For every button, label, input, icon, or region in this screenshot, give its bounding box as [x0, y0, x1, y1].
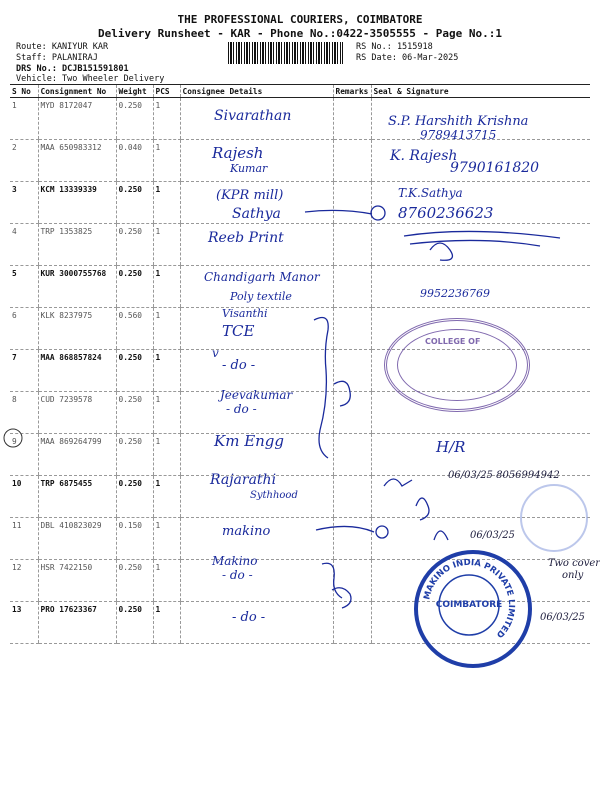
pieces: 1 — [153, 350, 180, 392]
consignee-handwriting: (KPR mill) — [216, 188, 284, 203]
serial-number: 10 — [10, 476, 38, 518]
weight: 0.250 — [116, 434, 153, 476]
column-header: S No — [10, 85, 38, 98]
pieces: 1 — [153, 476, 180, 518]
pieces: 1 — [153, 560, 180, 602]
column-header: Seal & Signature — [371, 85, 590, 98]
consignment-number: CUD 7239578 — [38, 392, 116, 434]
signature-handwriting: T.K.Sathya — [398, 186, 463, 200]
consignee-handwriting: Sivarathan — [214, 108, 292, 124]
signature-handwriting: 06/03/25 8056994942 — [448, 470, 560, 481]
consignee-handwriting: Km Engg — [214, 432, 285, 450]
pieces: 1 — [153, 224, 180, 266]
consignment-number: TRP 6875455 — [38, 476, 116, 518]
serial-number: 6 — [10, 308, 38, 350]
consignment-number: MYD 8172047 — [38, 98, 116, 140]
consignee-handwriting: Kumar — [230, 162, 268, 175]
serial-number: 8 — [10, 392, 38, 434]
consignee-handwriting: - do - — [222, 568, 253, 582]
svg-text:MAKINO INDIA PRIVATE LIMITED — [422, 558, 516, 640]
weight: 0.250 — [116, 392, 153, 434]
serial-number: 5 — [10, 266, 38, 308]
consignee-handwriting: makino — [222, 524, 271, 539]
consignment-number: TRP 1353825 — [38, 224, 116, 266]
pieces: 1 — [153, 602, 180, 644]
serial-number: 1 — [10, 98, 38, 140]
phone-handwriting: 8760236623 — [398, 204, 494, 222]
consignment-number: KLK 8237975 — [38, 308, 116, 350]
consignee-handwriting: Rajesh — [212, 144, 264, 162]
consignee-handwriting: - do - — [232, 610, 266, 625]
drs-number: DRS No.: DCJB151591801 — [16, 64, 129, 74]
serial-number: 7 — [10, 350, 38, 392]
rs-date: RS Date: 06-Mar-2025 — [356, 53, 459, 63]
weight: 0.250 — [116, 224, 153, 266]
consignee-handwriting: Chandigarh Manor — [204, 270, 320, 284]
phone-handwriting: 9790161820 — [450, 160, 540, 176]
stamp-ring-text: MAKINO INDIA PRIVATE LIMITED — [422, 557, 517, 640]
consignee-handwriting: Makino — [212, 554, 258, 568]
signature-handwriting: K. Rajesh — [390, 148, 458, 164]
rs-number: RS No.: 1515918 — [356, 42, 433, 52]
faint-stamp — [520, 484, 588, 552]
consignee-handwriting: Jeevakumar — [220, 388, 293, 402]
note-handwriting: Two cover — [548, 558, 600, 569]
consignee-handwriting: - do - — [222, 358, 256, 373]
pieces: 1 — [153, 182, 180, 224]
consignee-handwriting: Sathya — [232, 206, 281, 222]
runsheet-subtitle: Delivery Runsheet - KAR - Phone No.:0422-3505555 - Page No.:1 — [98, 27, 502, 40]
consignment-number: KCM 13339339 — [38, 182, 116, 224]
signature-handwriting: H/R — [436, 438, 466, 456]
pieces: 1 — [153, 266, 180, 308]
consignee-handwriting: Sythhood — [250, 490, 298, 501]
staff-label: Staff: PALANIRAJ — [16, 53, 98, 63]
consignee-handwriting: TCE — [222, 322, 255, 340]
consignee-handwriting: - do - — [226, 402, 257, 416]
consignment-number: KUR 3000755768 — [38, 266, 116, 308]
runsheet-title: THE PROFESSIONAL COURIERS, COIMBATORE — [177, 13, 423, 26]
phone-handwriting: 9952236769 — [420, 287, 490, 300]
weight: 0.150 — [116, 518, 153, 560]
serial-number: 11 — [10, 518, 38, 560]
signature-handwriting: 06/03/25 — [540, 612, 585, 623]
stamp-text: COLLEGE OF — [425, 337, 481, 346]
serial-number: 2 — [10, 140, 38, 182]
vehicle-label: Vehicle: Two Wheeler Delivery — [16, 74, 165, 84]
phone-handwriting: 9789413715 — [420, 128, 497, 142]
consignment-number: MAA 650983312 — [38, 140, 116, 182]
weight: 0.250 — [116, 98, 153, 140]
consignment-number: MAA 868857824 — [38, 350, 116, 392]
column-header: Consignment No — [38, 85, 116, 98]
weight: 0.250 — [116, 350, 153, 392]
column-header: Remarks — [333, 85, 371, 98]
weight: 0.250 — [116, 560, 153, 602]
signature-handwriting: 06/03/25 — [470, 530, 515, 541]
consignee-handwriting: v — [212, 346, 219, 360]
stamp-city: COIMBATORE — [435, 600, 503, 610]
pieces: 1 — [153, 518, 180, 560]
weight: 0.250 — [116, 476, 153, 518]
route-label: Route: KANIYUR KAR — [16, 42, 109, 52]
pieces: 1 — [153, 308, 180, 350]
pieces: 1 — [153, 98, 180, 140]
weight: 0.040 — [116, 140, 153, 182]
makino-stamp — [414, 550, 532, 668]
serial-number: 13 — [10, 602, 38, 644]
weight: 0.250 — [116, 266, 153, 308]
serial-number: 12 — [10, 560, 38, 602]
pieces: 1 — [153, 140, 180, 182]
consignment-number: HSR 7422150 — [38, 560, 116, 602]
consignee-handwriting: Poly textile — [230, 290, 292, 303]
serial-number: 4 — [10, 224, 38, 266]
column-header: PCS — [153, 85, 180, 98]
consignment-number: MAA 869264799 — [38, 434, 116, 476]
pieces: 1 — [153, 392, 180, 434]
weight: 0.560 — [116, 308, 153, 350]
consignee-handwriting: Visanthi — [222, 307, 268, 320]
college-stamp — [384, 318, 530, 412]
weight: 0.250 — [116, 182, 153, 224]
consignment-number: DBL 410823029 — [38, 518, 116, 560]
serial-number: 3 — [10, 182, 38, 224]
note-handwriting: only — [562, 570, 584, 581]
column-header: Consignee Details — [180, 85, 333, 98]
consignee-handwriting: Reeb Print — [208, 230, 284, 246]
weight: 0.250 — [116, 602, 153, 644]
consignment-number: PRO 17623367 — [38, 602, 116, 644]
column-header: Weight — [116, 85, 153, 98]
serial-number: 9 — [10, 434, 38, 476]
signature-handwriting: S.P. Harshith Krishna — [388, 114, 529, 129]
pieces: 1 — [153, 434, 180, 476]
consignee-handwriting: Rajarathi — [210, 472, 277, 488]
